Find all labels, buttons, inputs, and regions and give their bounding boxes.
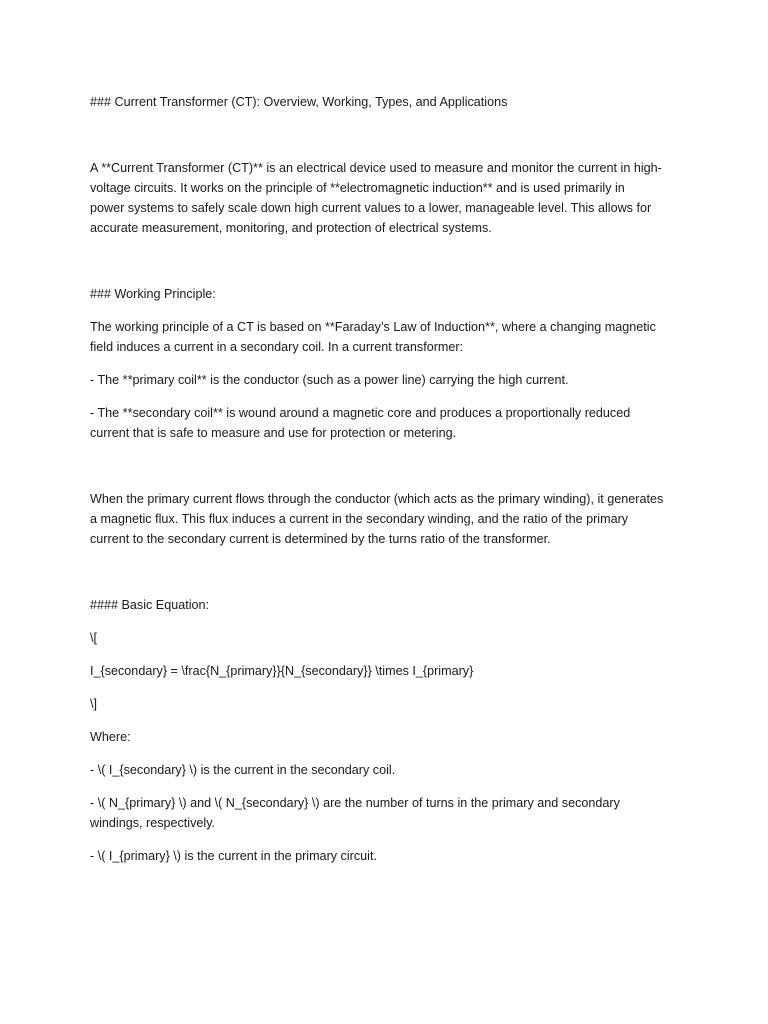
flux-paragraph-line-3: current to the secondary current is determined by the turns ratio of the transformer. xyxy=(90,532,551,546)
doc-heading: ### Current Transformer (CT): Overview, Working, Types, and Applications xyxy=(90,95,508,109)
definition-n-turns-line-1: - \( N_{primary} \) and \( N_{secondary} \) are the number of turns in the primary and secondary xyxy=(90,796,620,810)
flux-paragraph-line-2: a magnetic flux. This flux induces a current in the secondary winding, and the ratio of the primary xyxy=(90,512,629,526)
intro-paragraph-line-4: accurate measurement, monitoring, and protection of electrical systems. xyxy=(90,221,492,235)
where-label: Where: xyxy=(90,730,131,744)
definition-i-secondary: - \( I_{secondary} \) is the current in the secondary coil. xyxy=(90,763,396,777)
equation-open-delimiter: \[ xyxy=(90,631,97,645)
list-item-secondary-coil-line-2: current that is safe to measure and use for protection or metering. xyxy=(90,426,457,440)
section-heading-basic-equation: #### Basic Equation: xyxy=(90,598,210,612)
intro-paragraph-line-3: power systems to safely scale down high current values to a lower, manageable level. This allows for xyxy=(90,201,652,215)
definition-n-turns-line-2: windings, respectively. xyxy=(90,816,216,830)
equation-close-delimiter: \] xyxy=(90,697,97,711)
principle-paragraph-line-1: The working principle of a CT is based on **Faraday’s Law of Induction**, where a changing magnetic xyxy=(90,320,656,334)
equation-body: I_{secondary} = \frac{N_{primary}}{N_{secondary}} \times I_{primary} xyxy=(90,664,474,678)
section-heading-working-principle: ### Working Principle: xyxy=(90,287,216,301)
principle-paragraph-line-2: field induces a current in a secondary coil. In a current transformer: xyxy=(90,340,464,354)
flux-paragraph-line-1: When the primary current flows through the conductor (which acts as the primary winding), it generates xyxy=(90,492,664,506)
intro-paragraph-line-1: A **Current Transformer (CT)** is an electrical device used to measure and monitor the current in high- xyxy=(90,161,662,175)
intro-paragraph-line-2: voltage circuits. It works on the principle of **electromagnetic induction** and is used primarily in xyxy=(90,181,625,195)
list-item-secondary-coil-line-1: - The **secondary coil** is wound around a magnetic core and produces a proportionally reduced xyxy=(90,406,631,420)
definition-i-primary: - \( I_{primary} \) is the current in the primary circuit. xyxy=(90,849,377,863)
list-item-primary-coil: - The **primary coil** is the conductor (such as a power line) carrying the high current. xyxy=(90,373,569,387)
